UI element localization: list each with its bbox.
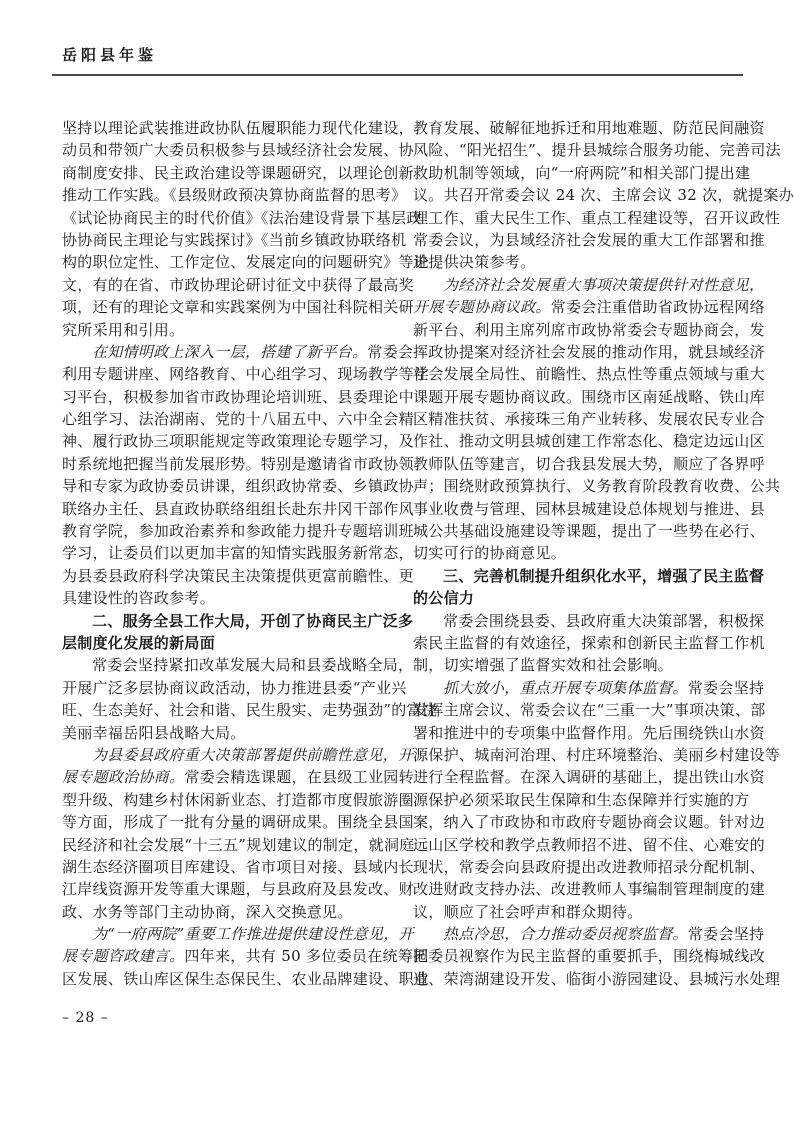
line-text: 旺、生态美好、社会和谐、民生殷实、走势强劲”的富饶 — [62, 701, 438, 720]
text-line — [62, 430, 414, 452]
text-line — [413, 251, 736, 273]
text-line — [62, 923, 414, 945]
text-line — [62, 296, 414, 318]
section-heading-line — [413, 587, 736, 609]
section-heading-line — [62, 632, 385, 654]
line-text: 推动工作实践。《县级财政预决算协商监督的思考》 — [62, 186, 407, 205]
text-line — [62, 677, 407, 699]
lead-phrase: 在知情明政上深入一层，搭建了新平台。 — [92, 342, 368, 361]
text-line — [62, 139, 414, 161]
text-line — [413, 677, 765, 699]
text-line — [62, 722, 385, 744]
text-line — [413, 139, 781, 161]
line-text: 常委会注重借助省政协远程网络 — [550, 298, 765, 317]
text-line — [62, 542, 414, 564]
text-line — [62, 744, 414, 766]
line-text: 动员和带领广大委员积极参与县域经济社会发展、协 — [62, 141, 414, 160]
text-line — [62, 498, 414, 520]
line-text: 城公共基础设施建设等课题，提出了一些势在必行、 — [413, 522, 765, 541]
line-text: 常委会精选课题，在县级工业园转 — [184, 768, 414, 787]
text-line — [62, 251, 430, 273]
line-text: 项，还有的理论文章和实践案例为中国社科院相关研 — [62, 298, 414, 317]
lead-phrase: 热点冷思，合力推动委员视察监督。 — [443, 925, 688, 944]
line-text: 常委会 — [367, 342, 414, 361]
lead-phrase: 为经济社会发展重大事项决策提供针对性意见， — [443, 275, 765, 294]
text-line — [62, 475, 414, 497]
line-text: 时系统地把握当前发展形势。特别是邀请省市政协领 — [62, 454, 414, 473]
text-line — [62, 587, 385, 609]
line-text: 神、履行政协三项职能规定等政策理论专题学习，及 — [62, 432, 414, 451]
text-line — [62, 834, 415, 856]
line-text: 常委会议，为县域经济社会发展的重大工作部署和推 — [413, 230, 765, 249]
lead-phrase: 为县委县政府重大决策部署提供前瞻性意见，开 — [92, 745, 414, 764]
line-text: 源保护必须采取民生保障和生态保障并行实施的方 — [413, 790, 750, 809]
text-line — [413, 811, 765, 833]
text-line — [413, 632, 765, 654]
text-line — [413, 184, 794, 206]
running-header-title: 岳阳县年鉴 — [62, 46, 158, 64]
text-line — [413, 968, 781, 990]
line-text: 三、完善机制提升组织化水平，增强了民主监督 — [443, 566, 765, 585]
line-text: 等方面，形成了一批有分量的调研成果。围绕全县国 — [62, 813, 414, 832]
line-text: 源保护、城南河治理、村庄环境整治、美丽乡村建设等 — [413, 745, 781, 764]
line-text: 议，顺应了社会呼声和群众期待。 — [413, 902, 643, 921]
text-line — [413, 207, 781, 229]
text-line — [62, 408, 414, 430]
text-line — [62, 901, 385, 923]
line-text: 四年来，共有 50 多位委员在统筹园 — [184, 947, 429, 966]
line-text: 文，有的在省、市政协理论研讨征文中获得了最高奖 — [62, 275, 414, 294]
text-line — [62, 184, 407, 206]
lead-phrase: 抓大放小，重点开展专项集体监督。 — [443, 678, 688, 697]
text-line — [413, 408, 765, 430]
line-text: 索民主监督的有效途径，探索和创新民主监督工作机 — [413, 633, 765, 652]
text-line — [62, 654, 414, 676]
line-text: 进行全程监督。在深入调研的基础上，提出铁山水资 — [413, 768, 765, 787]
text-line — [413, 430, 765, 452]
line-text: 究所采用和引用。 — [62, 320, 185, 339]
header-rule — [52, 74, 743, 76]
line-text: 坚持以理论武装推进政协队伍履职能力现代化建设， — [62, 119, 414, 137]
text-line — [413, 699, 766, 721]
right-column — [413, 117, 794, 990]
line-text: 具建设性的咨政参考。 — [62, 589, 216, 608]
section-heading-line — [413, 565, 765, 587]
text-line — [413, 856, 765, 878]
line-text: 常委会围绕县委、县政府重大决策部署，积极探 — [443, 611, 765, 630]
text-line — [413, 229, 765, 251]
section-heading-line — [62, 610, 414, 632]
text-line — [413, 945, 765, 967]
line-text: 的公信力 — [413, 589, 475, 608]
line-text: 救助机制等领域，向“一府两院”和相关部门提出建 — [413, 163, 751, 182]
line-text: 为县委县政府科学决策民主决策提供更富前瞻性、更 — [62, 566, 414, 585]
text-line — [62, 386, 414, 408]
line-text: 教师队伍等建言，切合我县发展大势，顺应了各界呼 — [413, 454, 765, 473]
text-line — [413, 766, 765, 788]
line-text: 进提供决策参考。 — [413, 253, 536, 272]
text-line — [413, 789, 750, 811]
line-text: 挥政协提案对经济社会发展的推动作用，就县域经济 — [413, 342, 765, 361]
line-text: 区发展、铁山库区保生态保民生、农业品牌建设、职业 — [62, 969, 430, 988]
text-line — [413, 498, 765, 520]
text-line — [62, 968, 430, 990]
line-text: 切实可行的协商意见。 — [413, 544, 567, 563]
line-text: 声；围绕财政预算执行、义务教育阶段教育收费、公共 — [413, 477, 781, 496]
text-line — [413, 878, 765, 900]
text-line — [413, 722, 765, 744]
line-text: 二、服务全县工作大局，开创了协商民主广泛多 — [92, 611, 414, 630]
line-text: 利用专题讲座、网络教育、中心组学习、现场教学等学 — [62, 365, 430, 384]
line-text: 案，纳入了市政协和市政府专题协商会议题。针对边 — [413, 813, 765, 832]
text-line — [62, 856, 414, 878]
line-text: 《试论协商民主的时代价值》《法治建设背景下基层政 — [62, 208, 422, 227]
text-line — [413, 610, 765, 632]
line-text: 社会发展全局性、前瞻性、热点性等重点领域与重大 — [413, 365, 765, 384]
line-text: 江岸线资源开发等重大课题，与县政府及县发改、财 — [62, 880, 414, 899]
text-line — [62, 363, 430, 385]
text-line — [413, 453, 765, 475]
text-line — [413, 654, 736, 676]
line-text: 教育发展、破解征地拆迁和用地难题、防范民间融资 — [413, 119, 765, 137]
line-text: 开展广泛多层协商议政活动，协力推进县委“产业兴 — [62, 678, 407, 697]
text-line — [62, 789, 414, 811]
text-line — [413, 117, 765, 139]
line-text: 理工作、重大民生工作、重点工程建设等，召开议政性 — [413, 208, 781, 227]
line-text: 远山区学校和教学点教师招不进、留不住、心难安的 — [413, 835, 765, 854]
line-text: 商制度安排、民主政治建设等课题研究，以理论创新 — [62, 163, 414, 182]
line-text: 联络办主任、县直政协联络组组长赴东井冈干部作风 — [62, 499, 414, 518]
text-line — [413, 319, 765, 341]
text-line — [413, 834, 765, 856]
text-line — [62, 341, 414, 363]
line-text: 现状，常委会向县政府提出改进教师招录分配机制、 — [413, 857, 765, 876]
text-line — [62, 520, 414, 542]
line-text: 层制度化发展的新局面 — [62, 633, 216, 652]
line-text: 型升级、构建乡村休闲新业态、打造都市度假旅游圈 — [62, 790, 414, 809]
text-line — [62, 453, 414, 475]
line-text: 湖生态经济圈项目库建设、省市项目对接、县域内长 — [62, 857, 414, 876]
text-line — [413, 274, 765, 296]
text-line — [62, 699, 438, 721]
page-number: – 28 – — [62, 1010, 109, 1026]
line-text: 造、荣湾湖建设开发、临街小游园建设、县城污水处理 — [413, 969, 781, 988]
lead-phrase: 展专题咨政建言。 — [62, 947, 185, 966]
line-text: 常委会坚持紧扣改革发展大局和县委战略全局， — [92, 656, 414, 675]
line-text: 习平台，积极参加省市政协理论培训班、县委理论中 — [62, 387, 414, 406]
line-text: 教育学院，参加政治素养和参政能力提升专题培训班 — [62, 522, 414, 541]
line-text: 心组学习、法治湖南、党的十八届五中、六中全会精 — [62, 410, 414, 429]
line-text: 新平台、利用主席列席市政协常委会专题协商会，发 — [413, 320, 765, 339]
text-line — [413, 341, 765, 363]
text-line — [62, 229, 407, 251]
text-line — [413, 162, 751, 184]
line-text: 改进财政支持办法、改进教师人事编制管理制度的建 — [413, 880, 765, 899]
text-line — [62, 207, 422, 229]
line-text: 把委员视察作为民主监督的重要抓手，围绕梅城线改 — [413, 947, 765, 966]
line-text: 发挥主席会议、常委会议在“三重一大”事项决策、部 — [413, 701, 766, 720]
line-text: 民经济和社会发展“十三五”规划建议的制定，就洞庭 — [62, 835, 415, 854]
line-text: 课题开展专题协商议政。围绕市区南延战略、铁山库 — [413, 387, 765, 406]
line-text: 区精准扶贫、承接珠三角产业转移、发展农民专业合 — [413, 410, 765, 429]
line-text: 常委会坚持 — [687, 925, 765, 944]
line-text: 制，切实增强了监督实效和社会影响。 — [413, 656, 674, 675]
lead-phrase: 展专题政治协商。 — [62, 768, 185, 787]
text-line — [62, 766, 414, 788]
text-line — [413, 296, 765, 318]
text-line — [413, 542, 736, 564]
text-line — [413, 520, 765, 542]
line-text: 美丽幸福岳阳县战略大局。 — [62, 723, 246, 742]
line-text: 协协商民主理论与实践探讨》《当前乡镇政协联络机 — [62, 230, 407, 249]
text-line — [62, 811, 414, 833]
text-line — [62, 319, 385, 341]
text-line — [413, 744, 781, 766]
left-column — [62, 117, 438, 990]
line-text: 导和专家为政协委员讲课，组织政协常委、乡镇政协 — [62, 477, 414, 496]
line-text: 政、水务等部门主动协商，深入交换意见。 — [62, 902, 353, 921]
line-text: 署和推进中的专项集中监督作用。先后围绕铁山水资 — [413, 723, 765, 742]
text-line — [413, 901, 736, 923]
text-line — [62, 878, 414, 900]
line-text: 事业收费与管理、园林县城建设总体规划与推进、县 — [413, 499, 765, 518]
lead-phrase: 为“一府两院”重要工作推进提供建设性意见，开 — [92, 925, 414, 944]
line-text: 学习，让委员们以更加丰富的知情实践服务新常态， — [62, 544, 414, 563]
text-line — [62, 274, 414, 296]
line-text: 作社、推动文明县城创建工作常态化、稳定边远山区 — [413, 432, 765, 451]
text-line — [413, 923, 765, 945]
text-line — [62, 162, 414, 184]
lead-phrase: 开展专题协商议政。 — [413, 298, 551, 317]
text-line — [413, 386, 765, 408]
text-line — [413, 363, 765, 385]
text-line — [62, 565, 414, 587]
text-line — [62, 945, 429, 967]
line-text: 议。共召开常委会议 24 次、主席会议 32 次，就提案办 — [413, 186, 794, 205]
text-line — [413, 475, 781, 497]
line-text: 构的职位定性、工作定位、发展定向的问题研究》等论 — [62, 253, 430, 272]
text-line — [62, 117, 414, 139]
line-text: 常委会坚持 — [687, 678, 765, 697]
line-text: 风险、“阳光招生”、提升县城综合服务功能、完善司法 — [413, 141, 781, 160]
